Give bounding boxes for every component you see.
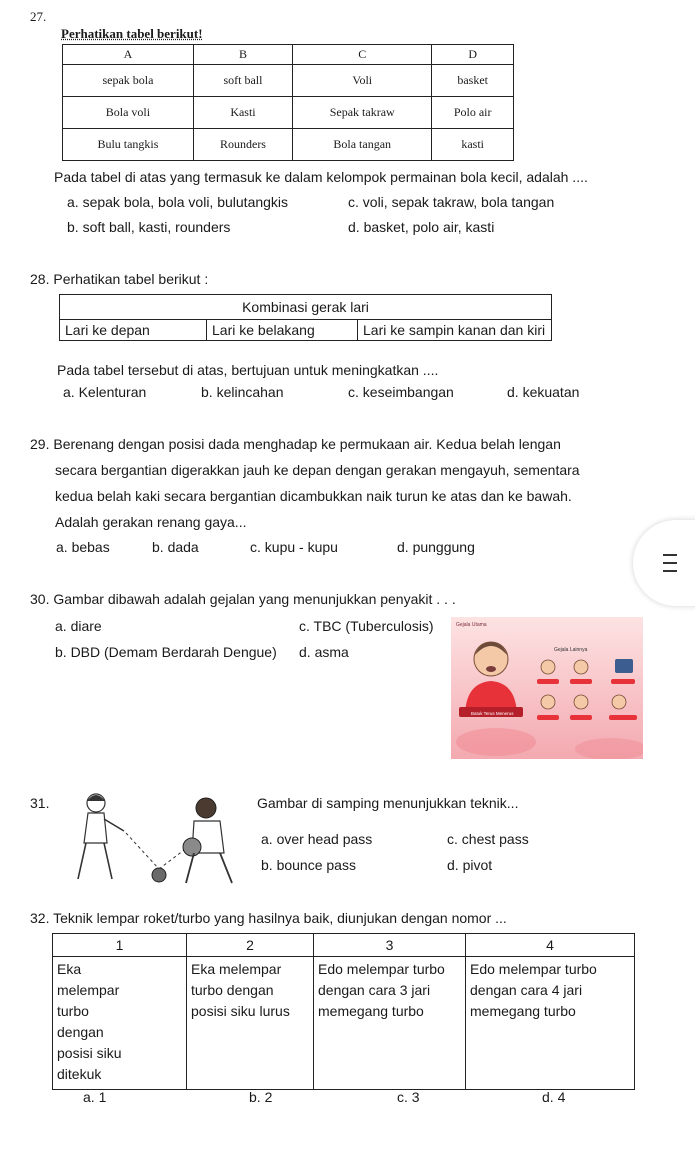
cell-line: dengan cara 3 jari	[318, 982, 431, 998]
q29-option-c: c. kupu - kupu	[250, 539, 338, 555]
q32-option-c: c. 3	[397, 1089, 420, 1105]
table-header-cell: D	[432, 45, 514, 65]
table-row	[63, 65, 514, 97]
table-row	[63, 129, 514, 161]
q30-question: 30. Gambar dibawah adalah gejalan yang menunjukkan penyakit . . .	[30, 591, 456, 607]
cell-line: turbo dengan	[191, 982, 274, 998]
table-cell	[314, 957, 466, 1090]
q29-option-a: a. bebas	[56, 539, 110, 555]
q27-number: 27.	[30, 9, 47, 24]
q28-option-c: c. keseimbangan	[348, 384, 454, 400]
q29-option-d: d. punggung	[397, 539, 475, 555]
q30-option-b: b. DBD (Demam Berdarah Dengue)	[55, 644, 277, 660]
cell-line: dengan cara 4 jari	[470, 982, 583, 998]
q29-line-3: kedua belah kaki secara bergantian dicambukkan naik turun ke atas dan ke bawah.	[55, 488, 572, 504]
cell-line: Edo melempar turbo	[470, 961, 597, 977]
q27-option-a: a. sepak bola, bola voli, bulutangkis	[67, 194, 289, 210]
q29-line-4: Adalah gerakan renang gaya...	[55, 514, 247, 530]
table-cell: soft ball	[193, 65, 292, 97]
infographic-subtitle: Gejala Lainnya	[554, 647, 588, 653]
infographic-label: Batuk Terus Menerus	[471, 711, 514, 716]
bounce-pass-illustration	[74, 791, 254, 888]
table-cell: Sepak takraw	[293, 97, 432, 129]
table-header-row	[60, 295, 552, 320]
table-cell: Kasti	[193, 97, 292, 129]
cell-line: Edo melempar turbo	[318, 961, 445, 977]
table-header-cell: B	[193, 45, 292, 65]
table-cell: basket	[432, 65, 514, 97]
q32-option-d: d. 4	[542, 1089, 566, 1105]
table-cell: Lari ke depan	[60, 320, 207, 341]
table-cell: Voli	[293, 65, 432, 97]
table-cell: kasti	[432, 129, 514, 161]
q29-line-2: secara bergantian digerakkan jauh ke depan dengan gerakan mengayuh, sementara	[55, 462, 580, 478]
table-cell: Lari ke belakang	[207, 320, 358, 341]
q29-option-b: b. dada	[152, 539, 199, 555]
tbc-symptoms-infographic	[451, 617, 643, 759]
q31-option-a: a. over head pass	[261, 831, 373, 847]
q27-intro: Perhatikan tabel berikut!	[61, 26, 203, 41]
table-cell	[53, 957, 187, 1090]
q30-option-c: c. TBC (Tuberculosis)	[299, 618, 434, 634]
table-cell	[466, 957, 635, 1090]
q27-option-d: d. basket, polo air, kasti	[348, 219, 495, 235]
q27-question: Pada tabel di atas yang termasuk ke dalam kelompok permainan bola kecil, adalah ....	[54, 169, 588, 185]
q28-option-b: b. kelincahan	[201, 384, 284, 400]
cell-line: dengan	[57, 1024, 104, 1040]
table-cell: Bola voli	[63, 97, 194, 129]
q28-option-a: a. Kelenturan	[63, 384, 147, 400]
infographic-title: Gejala Utama	[456, 622, 487, 628]
table-cell: Lari ke sampin kanan dan kiri	[358, 320, 552, 341]
q30-option-a: a. diare	[55, 618, 102, 634]
table-header-cell: 1	[53, 934, 187, 957]
table-header-cell: C	[293, 45, 432, 65]
cell-line: posisi siku lurus	[191, 1003, 290, 1019]
q31-question: Gambar di samping menunjukkan teknik...	[257, 795, 519, 811]
table-header-cell: 4	[466, 934, 635, 957]
q32-option-b: b. 2	[249, 1089, 273, 1105]
q29-line-1: 29. Berenang dengan posisi dada menghadap ke permukaan air. Kedua belah lengan	[30, 436, 561, 452]
cell-line: melempar	[57, 982, 120, 998]
table-header-cell: 3	[314, 934, 466, 957]
table-cell: Bulu tangkis	[63, 129, 194, 161]
cell-line: turbo	[57, 1003, 89, 1019]
table-row	[53, 957, 635, 1090]
cell-line: ditekuk	[57, 1066, 102, 1082]
q28-intro: 28. Perhatikan tabel berikut :	[30, 271, 209, 287]
q28-question: Pada tabel tersebut di atas, bertujuan untuk meningkatkan ....	[57, 362, 439, 378]
table-header-cell: Kombinasi gerak lari	[60, 295, 552, 320]
table-row	[60, 320, 552, 341]
q32-option-a: a. 1	[83, 1089, 107, 1105]
q31-option-b: b. bounce pass	[261, 857, 356, 873]
table-header-cell: 2	[187, 934, 314, 957]
table-row	[63, 97, 514, 129]
menu-button[interactable]	[633, 520, 695, 606]
table-header-cell: A	[63, 45, 194, 65]
cell-line: memegang turbo	[470, 1003, 576, 1019]
table-cell	[187, 957, 314, 1090]
table-header-row	[53, 934, 635, 957]
q27-option-c: c. voli, sepak takraw, bola tangan	[348, 194, 555, 210]
q31-option-d: d. pivot	[447, 857, 493, 873]
table-cell: sepak bola	[63, 65, 194, 97]
cell-line: Eka	[57, 961, 82, 977]
q30-option-d: d. asma	[299, 644, 349, 660]
q28-table	[59, 294, 552, 341]
cell-line: memegang turbo	[318, 1003, 424, 1019]
q31-number: 31.	[30, 795, 50, 811]
cell-line: posisi siku	[57, 1045, 122, 1061]
table-cell: Rounders	[193, 129, 292, 161]
q31-option-c: c. chest pass	[447, 831, 529, 847]
table-cell: Bola tangan	[293, 129, 432, 161]
q27-table	[62, 44, 514, 161]
q32-table	[52, 933, 635, 1090]
q32-question: 32. Teknik lempar roket/turbo yang hasilnya baik, diunjukan dengan nomor ...	[30, 910, 507, 926]
q28-option-d: d. kekuatan	[507, 384, 580, 400]
q27-option-b: b. soft ball, kasti, rounders	[67, 219, 231, 235]
cell-line: Eka melempar	[191, 961, 282, 977]
table-header-row	[63, 45, 514, 65]
table-cell: Polo air	[432, 97, 514, 129]
